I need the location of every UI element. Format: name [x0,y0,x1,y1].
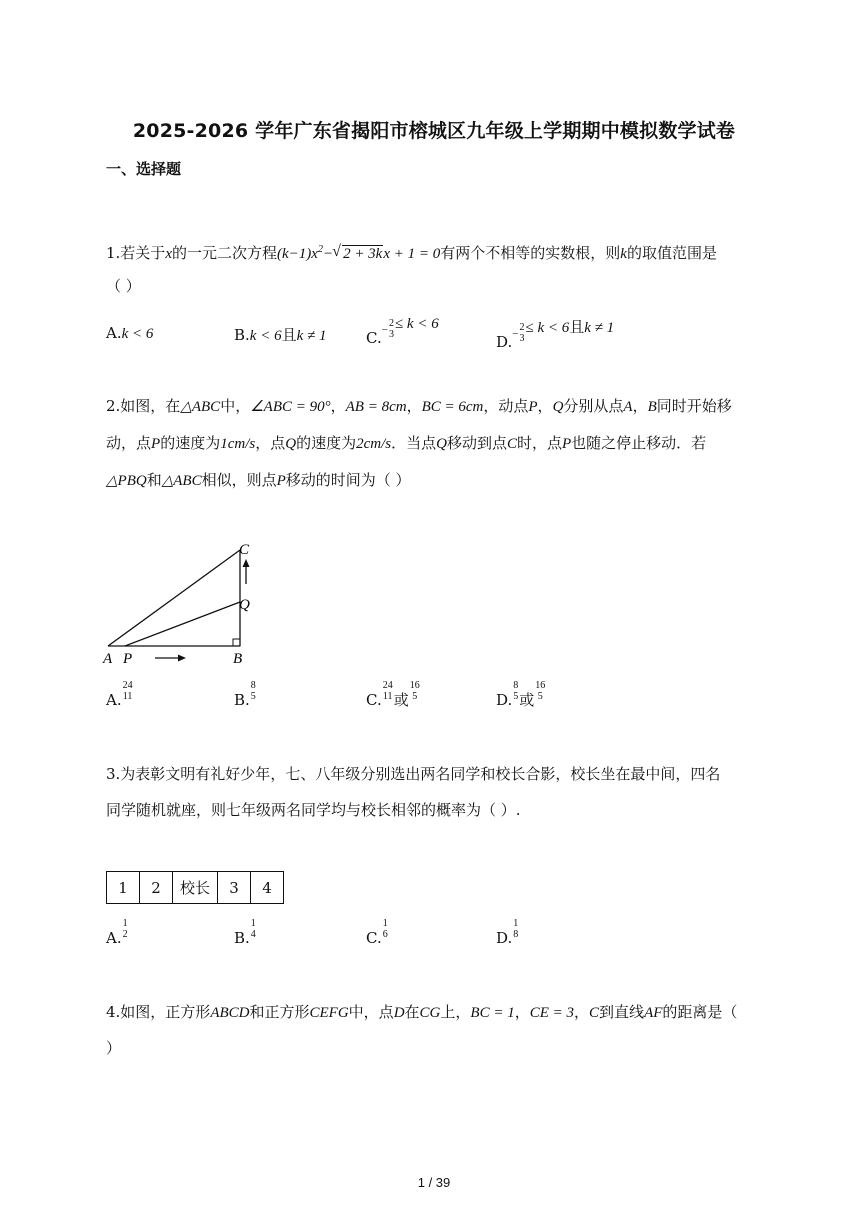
fraction [383,918,388,940]
q2-math: △PBQ [106,473,147,489]
fraction [389,318,394,340]
option-label: C. [366,329,382,347]
fraction-den: 8 [513,929,519,940]
fraction-den: 11 [122,691,133,702]
q2-triangle-figure [100,538,270,673]
q2-math: △ABC [180,399,221,415]
seat-cell: 4 [251,872,284,904]
option-text: k ≠ 1 [584,320,615,336]
q2-text: ， [537,397,553,415]
q1-text: 的取值范围是 [626,244,717,262]
q4-math: C [589,1005,600,1021]
label-q: Q [239,597,250,613]
q1-eq-exponent: 2 [317,244,323,255]
q2-option-c[interactable] [366,680,421,710]
option-label: D. [496,333,513,351]
fraction [535,680,545,702]
q3-option-d[interactable] [496,918,519,947]
option-text: 且 [569,318,585,336]
fraction-num: 2 [519,322,525,333]
q2-text: 时，点 [516,434,562,452]
q2-text: ， [406,397,422,415]
section-heading: 一、选择题 [106,160,182,178]
option-label: A. [106,929,122,947]
segment-pq [125,602,240,646]
q4-math: CG [419,1005,441,1021]
fraction [513,680,518,702]
q2-math: 1cm/s [220,436,256,452]
fraction-num: 8 [250,680,256,691]
label-a: A [103,651,113,667]
fraction-num: 24 [122,680,133,691]
seat-cell: 3 [218,872,251,904]
sqrt-sign [333,244,383,264]
q4-stem-line2: ） [106,1039,122,1057]
q4-text: 和正方形 [249,1003,310,1021]
q4-text: 在 [404,1003,420,1021]
q2-math: AB = 8cm [345,399,407,415]
fraction [410,680,420,702]
option-label: B. [234,326,250,344]
q4-math: ABCD [210,1005,250,1021]
q4-math: AF [644,1005,663,1021]
arrow-right-head-icon [178,655,186,662]
fraction-den: 5 [412,691,418,702]
fraction-num: 1 [250,918,256,929]
fraction-num: 1 [382,918,388,929]
fraction-den: 2 [122,929,128,940]
option-label: D. [496,929,513,947]
q2-math: P [561,436,572,452]
q1-var-k: k [620,246,627,262]
q4-text: 4.如图，正方形 [106,1003,211,1021]
q2-math: C [506,436,517,452]
q2-text: 分别从点 [563,397,624,415]
q2-text: ．当点 [391,434,437,452]
fraction-num: 8 [513,680,519,691]
fraction-num: 1 [513,918,519,929]
q4-text: 的距离是（ [662,1003,738,1021]
q2-stem-line2 [106,433,706,454]
q2-text: 动，点 [106,434,152,452]
q1-option-b[interactable] [234,324,326,345]
fraction-num: 24 [382,680,393,691]
q4-math: CEFG [309,1005,349,1021]
option-text: − [381,324,388,336]
q4-stem-line1 [106,1002,737,1023]
q2-text: 和 [146,471,162,489]
right-angle-mark [233,639,240,646]
fraction-den: 5 [250,691,256,702]
label-c: C [239,542,250,558]
q2-stem-line1 [106,396,732,417]
seat-cell: 1 [107,872,140,904]
q2-text: 也随之停止移动．若 [571,434,707,452]
fraction [251,680,256,702]
q2-text: 的速度为 [160,434,221,452]
q1-option-c[interactable] [366,316,439,347]
q3-stem-line1: 3.为表彰文明有礼好少年，七、八年级分别选出两名同学和校长合影，校长坐在最中间，四名 [106,765,721,783]
q2-text: ，点 [255,434,286,452]
q1-text: 的一元二次方程 [171,244,277,262]
q2-math: A [623,399,633,415]
q4-text: 到直线 [599,1003,645,1021]
option-text: k < 6 [249,328,282,344]
option-text: k ≠ 1 [296,328,327,344]
option-text: − [512,328,519,340]
option-label: A. [106,691,122,709]
q3-option-b[interactable] [234,918,257,947]
q2-math: B [647,399,657,415]
q2-text: ， [632,397,648,415]
fraction-den: 3 [519,333,525,344]
option-text: 且 [281,326,297,344]
q4-math: CE = 3 [529,1005,575,1021]
q1-equation [277,246,440,262]
q1-option-a[interactable] [106,324,153,343]
q2-text: ，动点 [483,397,529,415]
option-label: B. [234,929,250,947]
q2-text: 同时开始移 [656,397,732,415]
q1-eq-radicand: 2 + 3k [343,246,383,262]
q4-math: D [393,1005,405,1021]
q4-text: 上， [440,1003,471,1021]
q2-math: ∠ABC = 90° [250,399,331,415]
q4-text: ， [514,1003,530,1021]
q2-text: 的速度为 [296,434,357,452]
segment-ac [108,550,240,646]
q2-text: ， [330,397,346,415]
q2-math: P [528,399,538,415]
label-p: P [123,651,133,667]
q4-text: 中，点 [348,1003,394,1021]
option-label: B. [234,691,250,709]
q1-eq-minus: − [322,246,334,262]
q2-text: 移动到点 [446,434,507,452]
q2-text: 2.如图，在 [106,397,181,415]
seat-cell: 2 [140,872,173,904]
q2-math: BC = 6cm [421,399,484,415]
q1-var-x: x [165,246,172,262]
fraction [123,918,128,940]
q1-eq-part: x + 1 = 0 [383,246,441,262]
q2-math: Q [436,436,447,452]
fraction [251,918,256,940]
q2-math: Q [552,399,564,415]
fraction-num: 16 [409,680,420,691]
fraction-den: 4 [250,929,256,940]
seating-table [106,871,284,904]
q2-text: 中， [220,397,251,415]
arrow-up-head-icon [243,559,250,567]
fraction [383,680,393,702]
exam-title: 2025-2026 学年广东省揭阳市榕城区九年级上学期期中模拟数学试卷 [132,120,736,142]
q1-answer-paren: （ ） [106,277,141,295]
q3-stem-line2: 同学随机就座，则七年级两名同学均与校长相邻的概率为（ ）. [106,801,521,819]
fraction [123,680,133,702]
option-text: k < 6 [121,326,154,342]
fraction-num: 1 [122,918,128,929]
q2-math: △ABC [161,473,202,489]
q2-option-b[interactable] [234,680,257,709]
fraction-den: 5 [513,691,519,702]
q2-stem-line3 [106,470,411,491]
q3-option-a[interactable] [106,918,129,947]
option-label: C. [366,691,382,709]
fraction [519,322,524,344]
q4-text: ， [574,1003,590,1021]
page-number: 1 / 39 [417,1175,451,1190]
q3-option-c[interactable] [366,918,389,947]
option-text: 或 [393,691,409,709]
q2-option-d[interactable] [496,680,546,710]
q1-eq-part: (k−1)x [277,246,318,262]
fraction-num: 2 [388,318,394,329]
q2-math: P [276,473,286,489]
option-label: D. [496,691,513,709]
fraction-den: 5 [537,691,543,702]
fraction-den: 3 [388,329,394,340]
option-text: ≤ k < 6 [394,316,439,332]
fraction-den: 6 [382,929,388,940]
fraction-den: 11 [382,691,393,702]
q2-option-a[interactable] [106,680,134,709]
option-label: C. [366,929,382,947]
option-text: 或 [519,691,535,709]
q2-math: P [151,436,161,452]
q1-text: 1.若关于 [106,244,166,262]
q1-stem [106,240,717,264]
q2-text: 相似，则点 [201,471,277,489]
option-label: A. [106,324,122,342]
q2-text: 移动的时间为（ ） [285,471,411,489]
q1-text: 有两个不相等的实数根，则 [440,244,621,262]
option-text: ≤ k < 6 [525,320,570,336]
q2-math: Q [285,436,297,452]
table-row [107,872,284,904]
fraction [513,918,518,940]
q1-option-d[interactable] [496,316,614,351]
seat-cell-principal: 校长 [173,872,218,904]
fraction-num: 16 [535,680,546,691]
label-b: B [233,651,243,667]
q4-math: BC = 1 [470,1005,515,1021]
q2-math: 2cm/s [356,436,392,452]
